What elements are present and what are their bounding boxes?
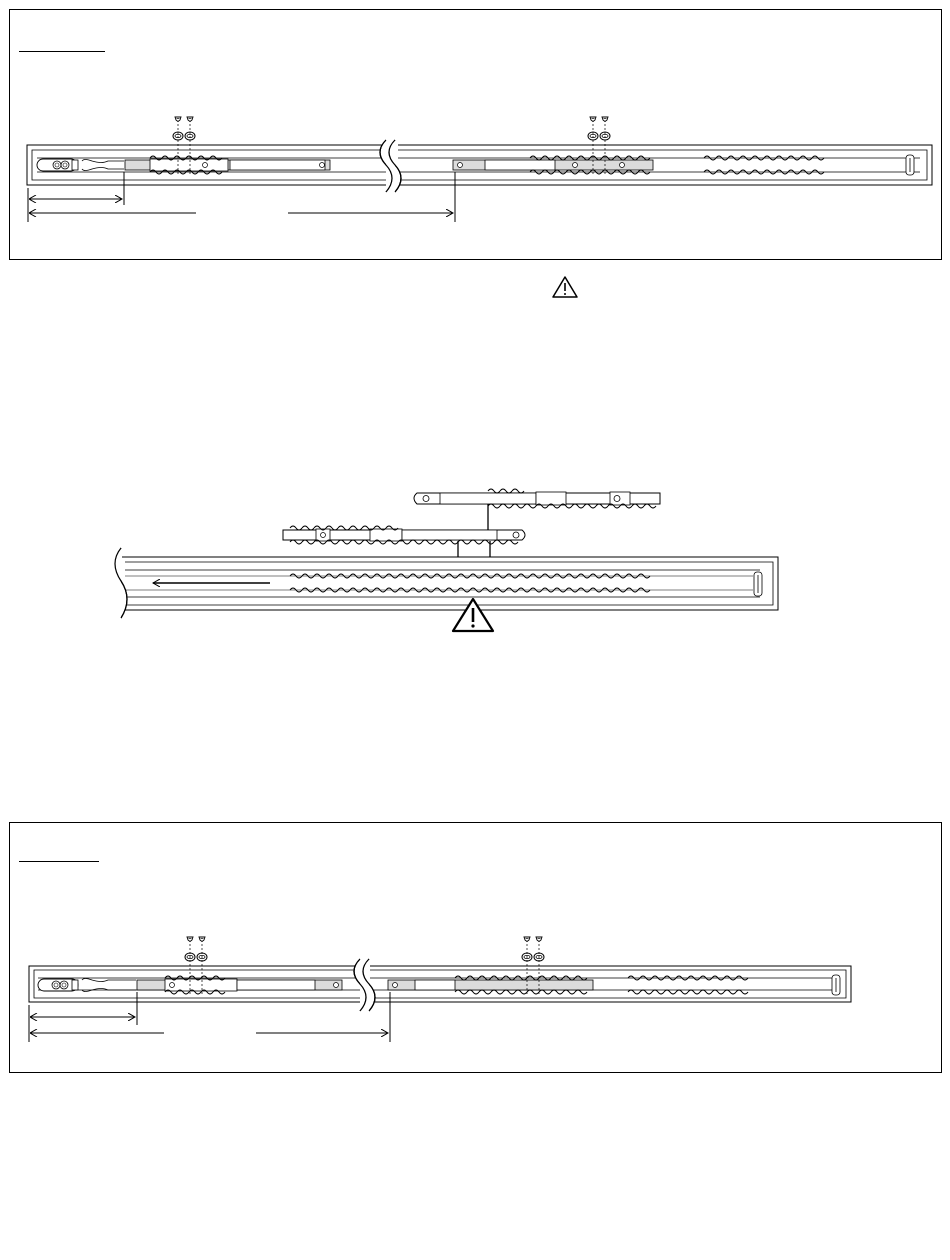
washer-icon bbox=[173, 132, 610, 140]
rail-end-right-top bbox=[906, 155, 914, 175]
rail-end-right-middle bbox=[754, 572, 762, 596]
figure-heading-underline bbox=[19, 861, 99, 862]
rail-section-middle bbox=[112, 548, 778, 623]
chain-upper-piece bbox=[414, 489, 660, 508]
screw-icon bbox=[175, 117, 608, 122]
chain-lower-piece bbox=[283, 526, 525, 544]
warning-triangle-icon bbox=[553, 277, 577, 297]
rail-assembly-figure-bottom bbox=[9, 822, 942, 1073]
